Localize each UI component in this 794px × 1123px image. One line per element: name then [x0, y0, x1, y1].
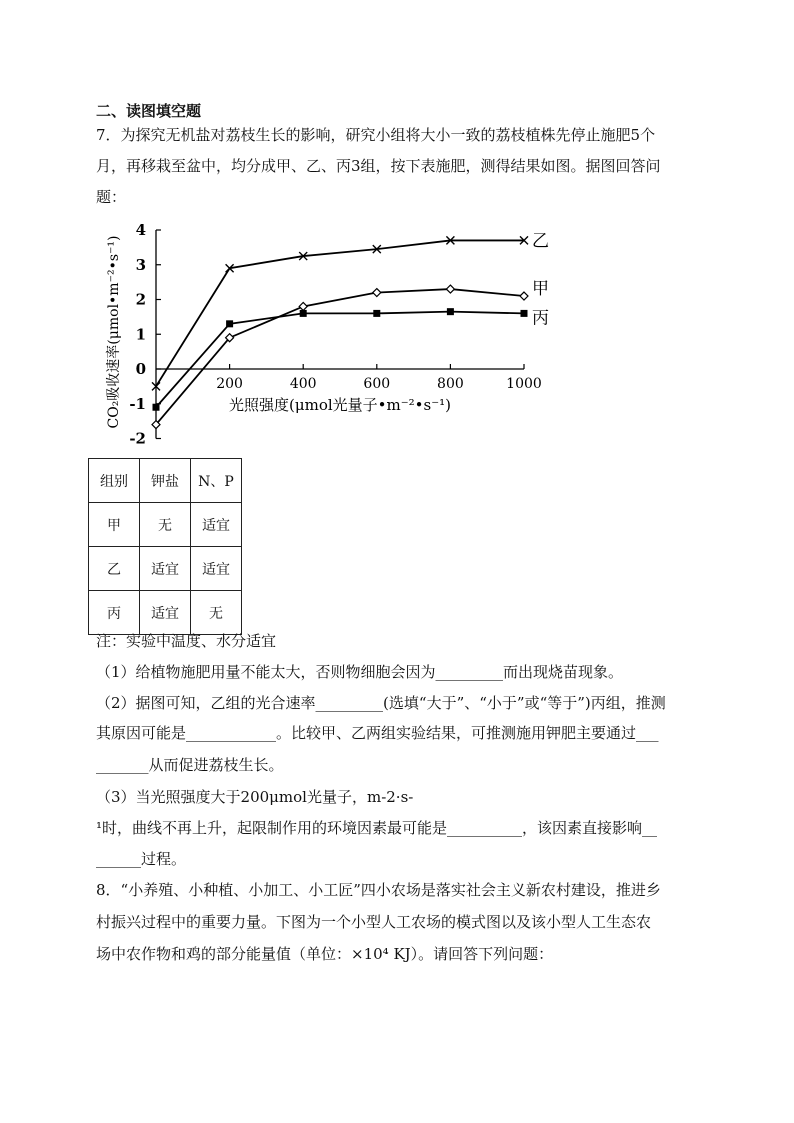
table-cell: 适宜: [140, 547, 191, 591]
y-tick-label: 3: [135, 255, 146, 274]
table-cell: 丙: [89, 591, 140, 635]
q7-intro-line1: 7．为探究无机盐对荔枝生长的影响，研究小组将大小一致的荔枝植株先停止施肥5个: [96, 126, 656, 144]
x-tick-label: 400: [289, 376, 317, 392]
x-tick-label: 800: [437, 376, 464, 392]
y-tick-label: 2: [135, 290, 146, 309]
y-tick-label: -1: [129, 394, 146, 413]
data-point-丙: [226, 320, 233, 327]
data-point-甲: [373, 289, 381, 297]
fertilizer-table: [88, 458, 242, 635]
q7-sub3-line2: ¹时，曲线不再上升，起限制作用的环境因素最可能是__________，该因素直接影响__: [96, 819, 658, 837]
y-tick-label: 1: [135, 325, 146, 344]
table-header-row: [89, 459, 242, 503]
co2-absorption-chart: [92, 214, 562, 446]
table-header-cell: N、P: [191, 459, 242, 503]
series-label-乙: 乙: [532, 231, 549, 252]
y-tick-label: -2: [129, 429, 146, 446]
x-tick-label: 200: [216, 376, 243, 392]
q7-sub3-line1: （3）当光照强度大于200μmol光量子，m-2·s-: [96, 788, 414, 806]
table-cell: 乙: [89, 547, 140, 591]
y-tick-label: 4: [135, 221, 146, 239]
q7-intro-line3: 题：: [96, 188, 127, 206]
table-cell: 适宜: [191, 503, 242, 547]
table-cell: 无: [191, 591, 242, 635]
q7-intro-line2: 月，再移栽至盆中，均分成甲、乙、丙3组，按下表施肥，测得结果如图。据图回答问: [96, 157, 661, 175]
x-tick-label: 600: [363, 376, 391, 392]
x-tick-labels: [216, 364, 542, 392]
data-point-丙: [521, 310, 528, 317]
table-header-cell: 组别: [89, 459, 140, 503]
q7-sub2-line1: （2）据图可知，乙组的光合速率_________(选填“大于”、“小于”或“等于”)丙组，推测: [96, 694, 666, 712]
q7-sub3-line3: ______过程。: [96, 850, 187, 868]
x-tick-label: 1000: [506, 376, 542, 392]
table-row: [89, 547, 242, 591]
table-row: [89, 591, 242, 635]
series-label-甲: 甲: [532, 279, 549, 300]
q7-sub2-line3: _______从而促进荔枝生长。: [96, 756, 284, 774]
table-cell: 适宜: [140, 591, 191, 635]
data-point-丙: [153, 404, 160, 411]
table-note: 注：实验中温度、水分适宜: [96, 632, 277, 650]
data-point-丙: [373, 310, 380, 317]
q7-sub2-line2: 其原因可能是____________。比较甲、乙两组实验结果，可推测施用钾肥主要通过___: [96, 724, 659, 742]
section-heading: 二、读图填空题: [96, 102, 202, 120]
data-point-丙: [447, 308, 454, 315]
q7-sub1: （1）给植物施肥用量不能太大，否则物细胞会因为_________而出现烧苗现象。: [96, 663, 624, 681]
y-axis-label: CO₂吸收速率(μmol•m⁻²•s⁻¹): [106, 235, 122, 429]
table-row: [89, 503, 242, 547]
data-point-甲: [299, 302, 307, 310]
table-cell: 无: [140, 503, 191, 547]
table-cell: 甲: [89, 503, 140, 547]
q8-line2: 村振兴过程中的重要力量。下图为一个小型人工农场的模式图以及该小型人工生态农: [96, 913, 652, 931]
q8-line1: 8．“小养殖、小种植、小加工、小工匠”四小农场是落实社会主义新农村建设，推进乡: [96, 881, 661, 899]
data-point-甲: [520, 292, 528, 300]
q8-line3: 场中农作物和鸡的部分能量值（单位：×10⁴ KJ）。请回答下列问题：: [96, 945, 554, 963]
y-tick-label: 0: [135, 360, 146, 378]
data-point-甲: [446, 285, 454, 293]
table-header-cell: 钾盐: [140, 459, 191, 503]
table-cell: 适宜: [191, 547, 242, 591]
data-point-丙: [300, 310, 307, 317]
series-label-丙: 丙: [532, 308, 549, 329]
x-axis-label: 光照强度(μmol光量子•m⁻²•s⁻¹): [229, 396, 451, 414]
